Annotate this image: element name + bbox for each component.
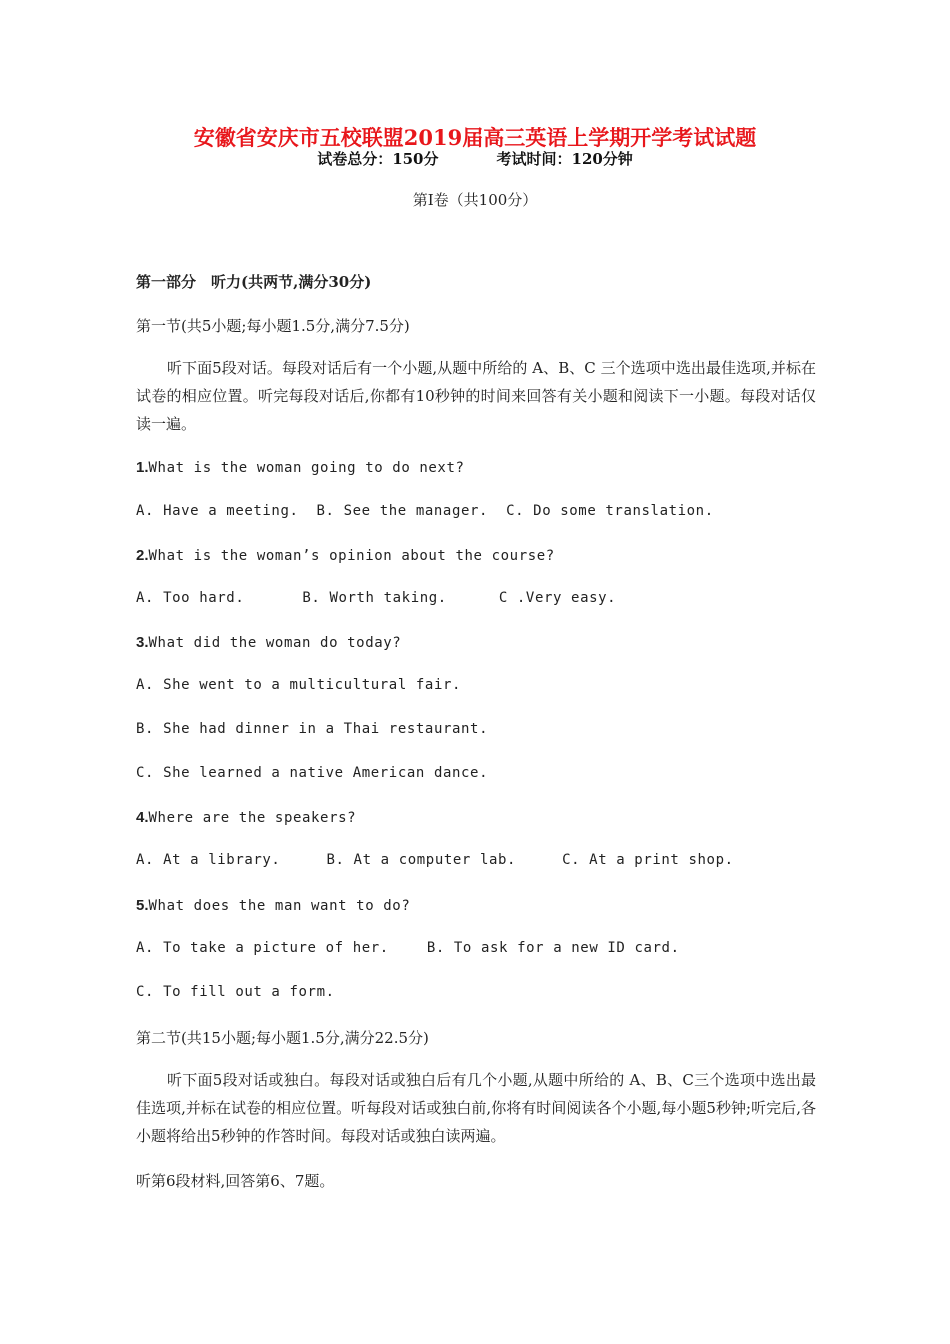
question-5-option-c: C. To fill out a form. xyxy=(136,984,335,1000)
question-3-option-a: A. She went to a multicultural fair. xyxy=(136,677,462,693)
question-1-options xyxy=(136,503,714,519)
option-b: B. To ask for a new ID card. xyxy=(426,940,680,956)
total-score: 试卷总分：150分 xyxy=(317,150,439,168)
question-number: 2. xyxy=(136,547,149,564)
volume-heading: 第Ⅰ卷（共100分） xyxy=(412,191,538,209)
option-c: C .Very easy. xyxy=(498,590,617,606)
option-c: C. At a print shop. xyxy=(562,852,734,868)
question-5-options xyxy=(136,940,680,956)
question-number: 5. xyxy=(136,897,149,914)
question-3 xyxy=(136,633,401,651)
question-text: What is the woman’s opinion about the course? xyxy=(148,548,555,564)
option-b: B. See the manager. xyxy=(316,503,489,519)
section1-instructions: 听下面5段对话。每段对话后有一个小题,从题中所给的 A、B、C 三个选项中选出最佳选项,并标在试卷的相应位置。听完每段对话后,你都有10秒钟的时间来回答有关小题和阅读下一小题。每段对话仅读一遍。 xyxy=(136,359,816,433)
part1-heading: 第一部分 听力(共两节,满分30分) xyxy=(136,273,372,291)
question-3-option-b: B. She had dinner in a Thai restaurant. xyxy=(136,721,489,737)
question-1 xyxy=(136,458,465,476)
section2-heading: 第二节(共15小题;每小题1.5分,满分22.5分) xyxy=(136,1029,429,1047)
exam-time: 考试时间：120分钟 xyxy=(496,150,633,168)
section2-instructions: 听下面5段对话或独白。每段对话或独白后有几个小题,从题中所给的 A、B、C三个选项中选出最佳选项,并标在试卷的相应位置。听每段对话或独白前,你将有时间阅读各个小题,每小题5秒钟;听完后,各小题将给出5秒钟的作答时间。每段对话或独白读两遍。 xyxy=(136,1071,816,1145)
question-2 xyxy=(136,546,555,564)
option-a: A. Have a meeting. xyxy=(136,503,299,519)
material-note: 听第6段材料,回答第6、7题。 xyxy=(136,1172,335,1190)
option-b: B. At a computer lab. xyxy=(326,852,517,868)
question-2-options xyxy=(136,590,616,606)
option-b: B. Worth taking. xyxy=(302,590,447,606)
question-number: 4. xyxy=(136,809,149,826)
exam-info xyxy=(0,148,950,169)
option-a: A. To take a picture of her. xyxy=(136,940,389,956)
option-a: A. At a library. xyxy=(136,852,281,868)
section1-heading: 第一节(共5小题;每小题1.5分,满分7.5分) xyxy=(136,317,410,335)
option-c: C. Do some translation. xyxy=(506,503,714,519)
question-text: What did the woman do today? xyxy=(148,635,402,651)
page-title: 安徽省安庆市五校联盟2019届高三英语上学期开学考试试题 xyxy=(193,125,757,150)
question-text: What is the woman going to do next? xyxy=(148,460,465,476)
question-number: 1. xyxy=(136,459,149,476)
question-5 xyxy=(136,896,410,914)
question-number: 3. xyxy=(136,634,149,651)
question-4 xyxy=(136,808,356,826)
question-4-options xyxy=(136,852,734,868)
option-a: A. Too hard. xyxy=(136,590,245,606)
question-text: What does the man want to do? xyxy=(148,898,411,914)
question-3-option-c: C. She learned a native American dance. xyxy=(136,765,489,781)
question-text: Where are the speakers? xyxy=(148,810,357,826)
